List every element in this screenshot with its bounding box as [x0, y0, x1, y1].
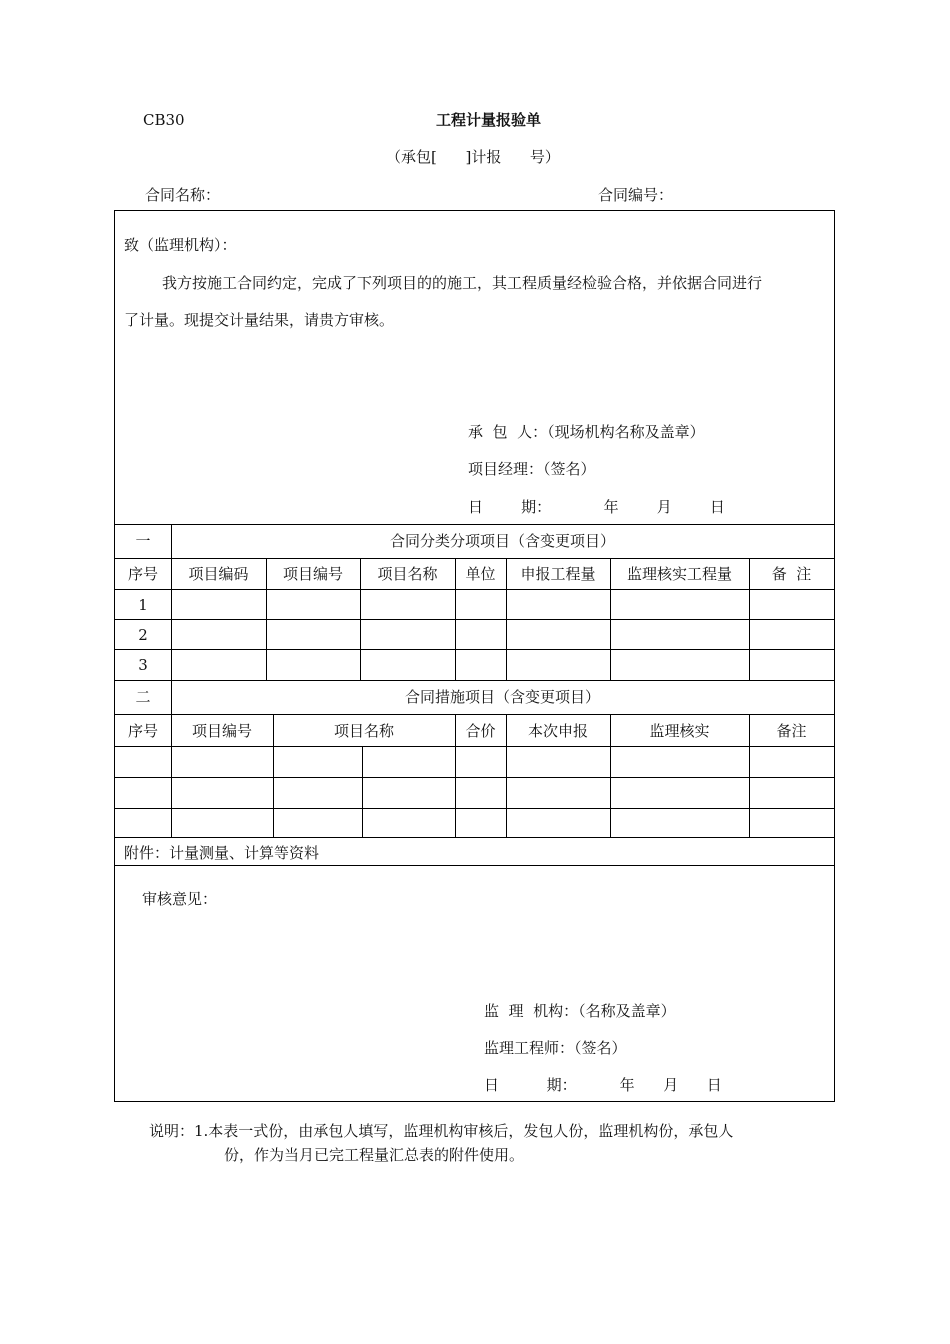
s2-header-verified: 监理核实 — [649, 722, 710, 740]
note-line1: 说明：1.本表一式份，由承包人填写，监理机构审核后，发包人份，监理机构份，承包人 — [149, 1122, 734, 1140]
letter-date-label: 日 期： 年 月 日 — [468, 498, 725, 516]
row-divider — [115, 558, 834, 559]
contractor-label: 承 包 人：（现场机构名称及盖章） — [468, 423, 705, 441]
row-divider — [115, 649, 834, 650]
section2-index: 二 — [135, 688, 151, 706]
form-table — [114, 210, 835, 1102]
s2-header-item-number: 项目编号 — [191, 722, 252, 740]
letter-body-line1: 我方按施工合同约定，完成了下列项目的的施工，其工程质量经检验合格，并依据合同进行 — [162, 274, 763, 292]
s1-header-item-name: 项目名称 — [377, 565, 438, 583]
row-divider — [115, 619, 834, 620]
section1-title: 合同分类分项项目（含变更项目） — [389, 532, 615, 550]
note-line2: 份，作为当月已完工程量汇总表的附件使用。 — [224, 1146, 525, 1164]
review-date-label: 日 期： 年 月 日 — [484, 1076, 722, 1094]
s2-header-declared: 本次申报 — [527, 722, 588, 740]
s1-row-number: 1 — [138, 596, 148, 614]
attachment-note: 附件：计量测量、计算等资料 — [124, 844, 320, 862]
s1-header-remarks: 备 注 — [771, 565, 812, 583]
s1-header-item-number: 项目编号 — [282, 565, 343, 583]
section1-index: 一 — [135, 532, 151, 550]
review-opinion-label: 审核意见： — [142, 890, 218, 908]
s1-header-item-code: 项目编码 — [188, 565, 249, 583]
letter-recipient: 致（监理机构）： — [124, 236, 237, 254]
row-divider — [115, 865, 834, 866]
row-divider — [115, 808, 834, 809]
s1-header-unit: 单位 — [465, 565, 496, 583]
project-manager-label: 项目经理：（签名） — [468, 460, 596, 478]
form-code: CB30 — [143, 111, 185, 129]
s1-header-declared-qty: 申报工程量 — [520, 565, 596, 583]
s1-row-number: 3 — [138, 656, 148, 674]
form-subtitle: （承包[ ]计报 号） — [386, 148, 560, 166]
s1-row-number: 2 — [138, 626, 148, 644]
row-divider — [115, 777, 834, 778]
s2-header-total-price: 合价 — [465, 722, 496, 740]
s2-header-remarks: 备注 — [776, 722, 807, 740]
supervision-org-label: 监 理 机构：（名称及盖章） — [484, 1002, 676, 1020]
form-title: 工程计量报验单 — [436, 111, 542, 129]
row-divider — [115, 589, 834, 590]
supervision-engineer-label: 监理工程师：（签名） — [484, 1039, 627, 1057]
row-divider — [115, 837, 834, 838]
s2-header-seq: 序号 — [127, 722, 158, 740]
row-divider — [115, 680, 834, 681]
s1-header-seq: 序号 — [127, 565, 158, 583]
row-divider — [115, 746, 834, 747]
contract-name-label: 合同名称： — [145, 186, 221, 204]
row-divider — [115, 714, 834, 715]
row-divider — [115, 524, 834, 525]
letter-body-line2: 了计量。现提交计量结果，请贵方审核。 — [124, 311, 395, 329]
section2-title: 合同措施项目（含变更项目） — [404, 688, 600, 706]
s2-header-item-name: 项目名称 — [333, 722, 394, 740]
s1-header-verified-qty: 监理核实工程量 — [626, 565, 732, 583]
col-divider — [362, 746, 363, 837]
contract-no-label: 合同编号： — [598, 186, 674, 204]
